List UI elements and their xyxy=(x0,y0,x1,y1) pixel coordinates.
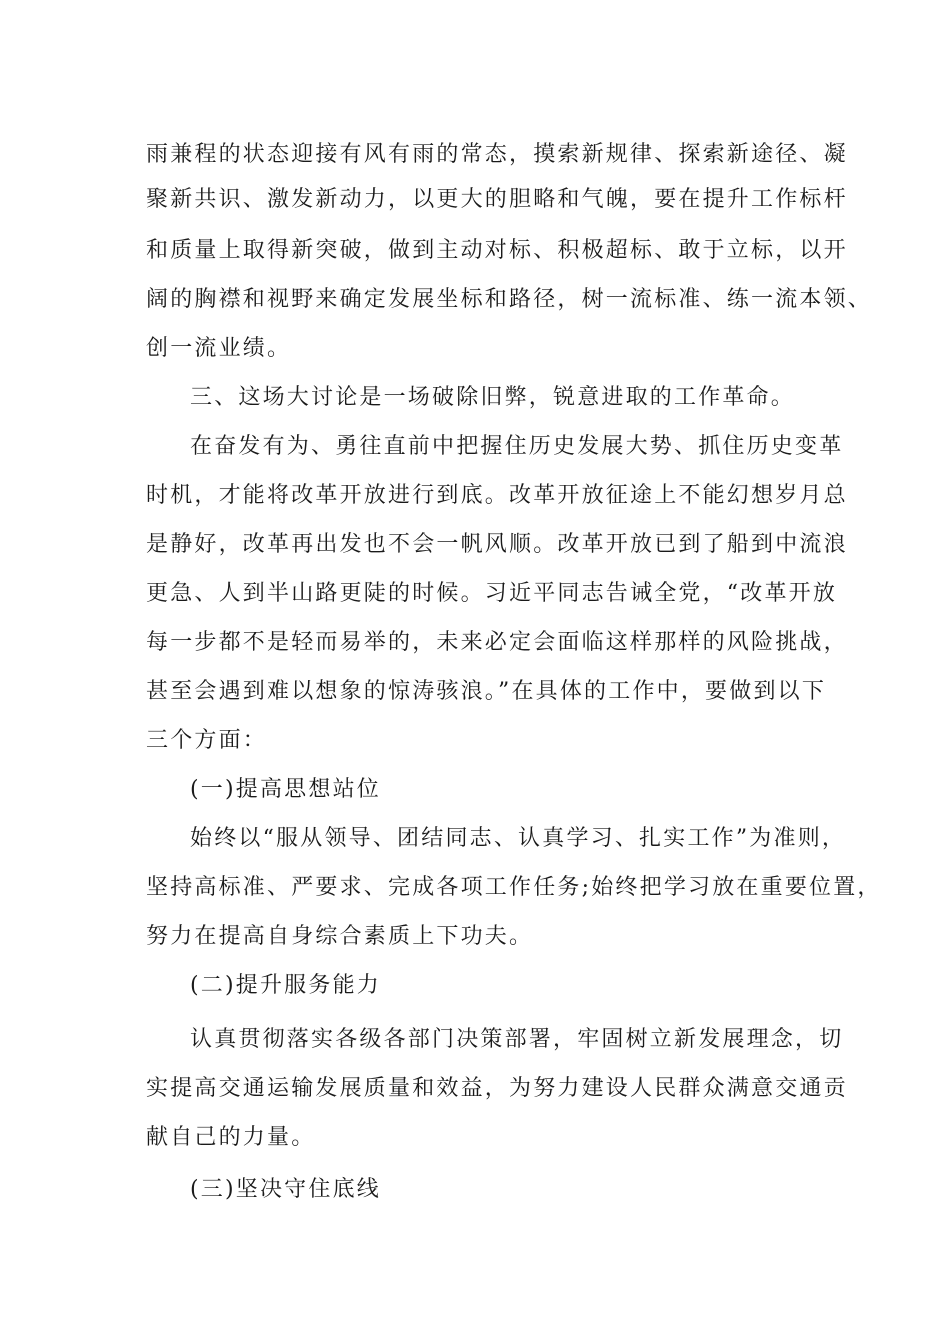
body-text-line: 坚持高标准、严要求、完成各项工作任务;始终把学习放在重要位置， xyxy=(146,875,882,900)
body-text-line: 努力在提高自身综合素质上下功夫。 xyxy=(146,924,534,949)
body-text-line: 实提高交通运输发展质量和效益，为努力建设人民群众满意交通贡 xyxy=(146,1076,848,1101)
section-heading: 三、这场大讨论是一场破除旧弊，锐意进取的工作革命。 xyxy=(190,385,796,410)
body-text-line: 聚新共识、激发新动力，以更大的胆略和气魄，要在提升工作标杆 xyxy=(146,187,848,212)
body-text-line: 阔的胸襟和视野来确定发展坐标和路径，树一流标准、练一流本领、 xyxy=(146,287,873,312)
body-text-line: 在奋发有为、勇往直前中把握住历史发展大势、抓住历史变革 xyxy=(190,434,844,459)
body-text-line: 和质量上取得新突破，做到主动对标、积极超标、敢于立标，以开 xyxy=(146,238,848,263)
body-text-line: 雨兼程的状态迎接有风有雨的常态，摸索新规律、探索新途径、凝 xyxy=(146,142,848,167)
body-text-line: 创一流业绩。 xyxy=(146,336,292,361)
body-text-line: 献自己的力量。 xyxy=(146,1125,316,1150)
body-text-line: 每一步都不是轻而易举的，未来必定会面临这样那样的风险挑战， xyxy=(146,630,848,655)
body-text-line: 甚至会遇到难以想象的惊涛骇浪。”在具体的工作中，要做到以下 xyxy=(146,679,827,704)
body-text-line: 始终以“服从领导、团结同志、认真学习、扎实工作”为准则， xyxy=(190,826,847,851)
body-text-line: 更急、人到半山路更陡的时候。习近平同志告诫全党，“改革开放 xyxy=(146,581,838,606)
body-text-line: 时机，才能将改革开放进行到底。改革开放征途上不能幻想岁月总 xyxy=(146,483,848,508)
body-text-line: 是静好，改革再出发也不会一帆风顺。改革开放已到了船到中流浪 xyxy=(146,532,848,557)
body-text-line: 三个方面： xyxy=(146,728,268,753)
subsection-heading: (二)提升服务能力 xyxy=(190,973,381,998)
subsection-heading: (三)坚决守住底线 xyxy=(190,1177,381,1202)
subsection-heading: (一)提高思想站位 xyxy=(190,777,381,802)
body-text-line: 认真贯彻落实各级各部门决策部署，牢固树立新发展理念，切 xyxy=(190,1027,844,1052)
